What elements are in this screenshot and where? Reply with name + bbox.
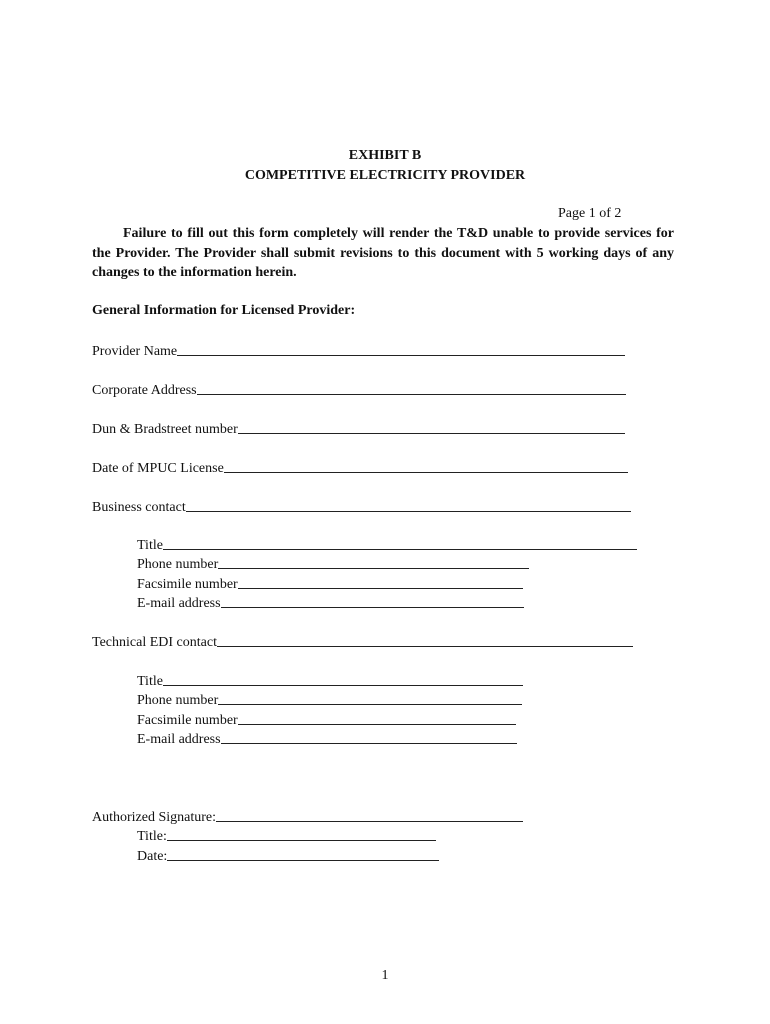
duns-line[interactable] <box>238 421 625 434</box>
technical-contact-line[interactable] <box>217 634 633 647</box>
signature-date-line[interactable] <box>167 848 439 861</box>
mpuc-date-line[interactable] <box>224 460 628 473</box>
business-email-field[interactable] <box>137 594 524 612</box>
mpuc-date-field[interactable] <box>92 459 628 477</box>
corporate-address-field[interactable] <box>92 381 626 399</box>
business-contact-line[interactable] <box>186 499 631 512</box>
signature-title-line[interactable] <box>167 828 436 841</box>
business-fax-field[interactable] <box>137 575 523 593</box>
duns-label: Dun & Bradstreet number <box>92 422 238 437</box>
document-title: COMPETITIVE ELECTRICITY PROVIDER <box>244 168 526 183</box>
authorized-signature-field[interactable] <box>92 808 523 826</box>
technical-contact-label: Technical EDI contact <box>92 635 217 650</box>
provider-name-label: Provider Name <box>92 344 178 359</box>
provider-name-line[interactable] <box>177 343 625 356</box>
technical-email-line[interactable] <box>221 731 517 744</box>
business-email-label: E-mail address <box>137 596 221 611</box>
technical-title-line[interactable] <box>163 673 523 686</box>
technical-title-label: Title <box>137 674 163 689</box>
business-title-field[interactable] <box>137 536 637 554</box>
signature-date-label: Date: <box>137 849 168 864</box>
authorized-signature-label: Authorized Signature: <box>92 810 217 825</box>
business-contact-field[interactable] <box>92 498 631 516</box>
technical-email-label: E-mail address <box>137 732 221 747</box>
business-fax-line[interactable] <box>238 576 523 589</box>
technical-phone-field[interactable] <box>137 691 522 709</box>
business-phone-line[interactable] <box>218 556 529 569</box>
technical-fax-line[interactable] <box>238 712 516 725</box>
business-phone-label: Phone number <box>137 557 219 572</box>
provider-name-field[interactable] <box>92 342 625 360</box>
business-phone-field[interactable] <box>137 555 529 573</box>
technical-title-field[interactable] <box>137 672 523 690</box>
business-email-line[interactable] <box>221 595 524 608</box>
technical-email-field[interactable] <box>137 730 517 748</box>
business-fax-label: Facsimile number <box>137 577 238 592</box>
technical-fax-label: Facsimile number <box>137 713 238 728</box>
technical-fax-field[interactable] <box>137 711 516 729</box>
authorized-signature-line[interactable] <box>216 809 523 822</box>
mpuc-date-label: Date of MPUC License <box>92 461 224 476</box>
signature-title-label: Title: <box>137 829 167 844</box>
duns-field[interactable] <box>92 420 625 438</box>
business-title-line[interactable] <box>163 537 637 550</box>
signature-title-field[interactable] <box>137 827 436 845</box>
corporate-address-line[interactable] <box>197 382 626 395</box>
technical-phone-label: Phone number <box>137 693 219 708</box>
technical-phone-line[interactable] <box>218 692 522 705</box>
intro-paragraph: Failure to fill out this form completely will render the T&D unable to provide services for the Provider. The Provider shall submit revisions to this document with 5 working days of any changes to the information herein. <box>92 226 674 280</box>
technical-contact-field[interactable] <box>92 633 633 651</box>
page-indicator: Page 1 of 2 <box>558 206 622 221</box>
business-title-label: Title <box>137 538 163 553</box>
business-contact-label: Business contact <box>92 500 186 515</box>
section-heading: General Information for Licensed Provider: <box>92 303 356 318</box>
corporate-address-label: Corporate Address <box>92 383 197 398</box>
page-number: 1 <box>381 968 389 983</box>
exhibit-label: EXHIBIT B <box>348 148 422 163</box>
signature-date-field[interactable] <box>137 847 439 865</box>
